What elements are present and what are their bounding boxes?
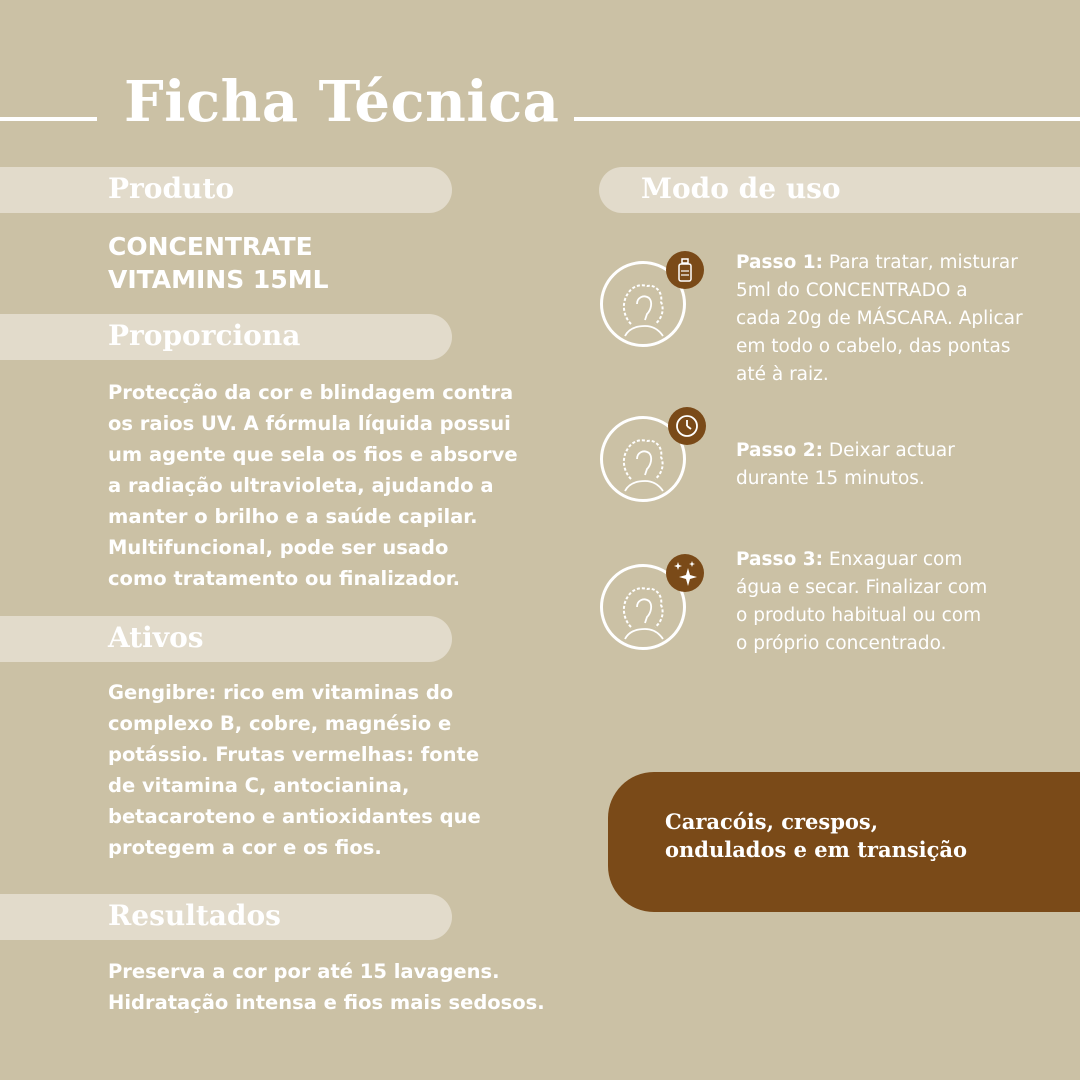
step-line: Para tratar, misturar bbox=[828, 252, 1018, 273]
text-line: protegem a cor e os fios. bbox=[108, 836, 382, 859]
step-3-text bbox=[736, 546, 1036, 658]
section-header-ativos bbox=[0, 616, 452, 662]
text-line: Protecção da cor e blindagem contra bbox=[108, 381, 514, 404]
hair-types-banner bbox=[608, 772, 1080, 912]
section-header-produto bbox=[0, 167, 452, 213]
step-line: em todo o cabelo, das pontas bbox=[736, 336, 1011, 357]
page-title: Ficha Técnica bbox=[124, 69, 560, 135]
section-heading: Ativos bbox=[108, 621, 204, 654]
hair-types-text bbox=[665, 808, 1065, 864]
hair-types-line: Caracóis, crespos, bbox=[665, 809, 879, 834]
resultados-text bbox=[108, 956, 545, 1018]
text-line: Gengibre: rico em vitaminas do bbox=[108, 681, 454, 704]
text-line: a radiação ultravioleta, ajudando a bbox=[108, 474, 494, 497]
section-header-resultados bbox=[0, 894, 452, 940]
section-header-modo-de-uso bbox=[599, 167, 1080, 213]
proporciona-text bbox=[108, 377, 518, 594]
step-line: durante 15 minutos. bbox=[736, 468, 925, 489]
step-label: Passo 2: bbox=[736, 440, 823, 461]
step-line: Deixar actuar bbox=[828, 440, 955, 461]
step-label: Passo 1: bbox=[736, 252, 823, 273]
text-line: complexo B, cobre, magnésio e bbox=[108, 712, 452, 735]
text-line: potássio. Frutas vermelhas: fonte bbox=[108, 743, 480, 766]
text-line: um agente que sela os fios e absorve bbox=[108, 443, 518, 466]
text-line: os raios UV. A fórmula líquida possui bbox=[108, 412, 511, 435]
text-line: Hidratação intensa e fios mais sedosos. bbox=[108, 991, 545, 1014]
step-line: 5ml do CONCENTRADO a bbox=[736, 280, 968, 301]
step-1-text bbox=[736, 249, 1036, 389]
section-header-proporciona bbox=[0, 314, 452, 360]
text-line: como tratamento ou finalizador. bbox=[108, 567, 461, 590]
product-name-line: CONCENTRATE bbox=[108, 232, 313, 261]
text-line: betacaroteno e antioxidantes que bbox=[108, 805, 481, 828]
title-rule-left bbox=[0, 117, 97, 121]
text-line: manter o brilho e a saúde capilar. bbox=[108, 505, 478, 528]
bottle-icon bbox=[666, 251, 704, 289]
title-rule-right bbox=[574, 117, 1080, 121]
step-2-text bbox=[736, 437, 1036, 493]
sparkle-icon bbox=[666, 554, 704, 592]
hair-types-line: ondulados e em transição bbox=[665, 837, 968, 862]
step-line: água e secar. Finalizar com bbox=[736, 577, 988, 598]
section-heading: Modo de uso bbox=[641, 172, 841, 205]
product-name-line: VITAMINS 15ML bbox=[108, 265, 329, 294]
section-heading: Proporciona bbox=[108, 319, 301, 352]
ativos-text bbox=[108, 677, 481, 863]
step-line: cada 20g de MÁSCARA. Aplicar bbox=[736, 308, 1023, 329]
step-line: o produto habitual ou com bbox=[736, 605, 982, 626]
step-line: Enxaguar com bbox=[828, 549, 963, 570]
text-line: Preserva a cor por até 15 lavagens. bbox=[108, 960, 500, 983]
clock-icon bbox=[668, 407, 706, 445]
section-heading: Resultados bbox=[108, 899, 281, 932]
step-line: até à raiz. bbox=[736, 364, 829, 385]
product-name bbox=[108, 230, 329, 296]
text-line: Multifuncional, pode ser usado bbox=[108, 536, 449, 559]
section-heading: Produto bbox=[108, 172, 235, 205]
step-line: o próprio concentrado. bbox=[736, 633, 947, 654]
text-line: de vitamina C, antocianina, bbox=[108, 774, 410, 797]
step-label: Passo 3: bbox=[736, 549, 823, 570]
